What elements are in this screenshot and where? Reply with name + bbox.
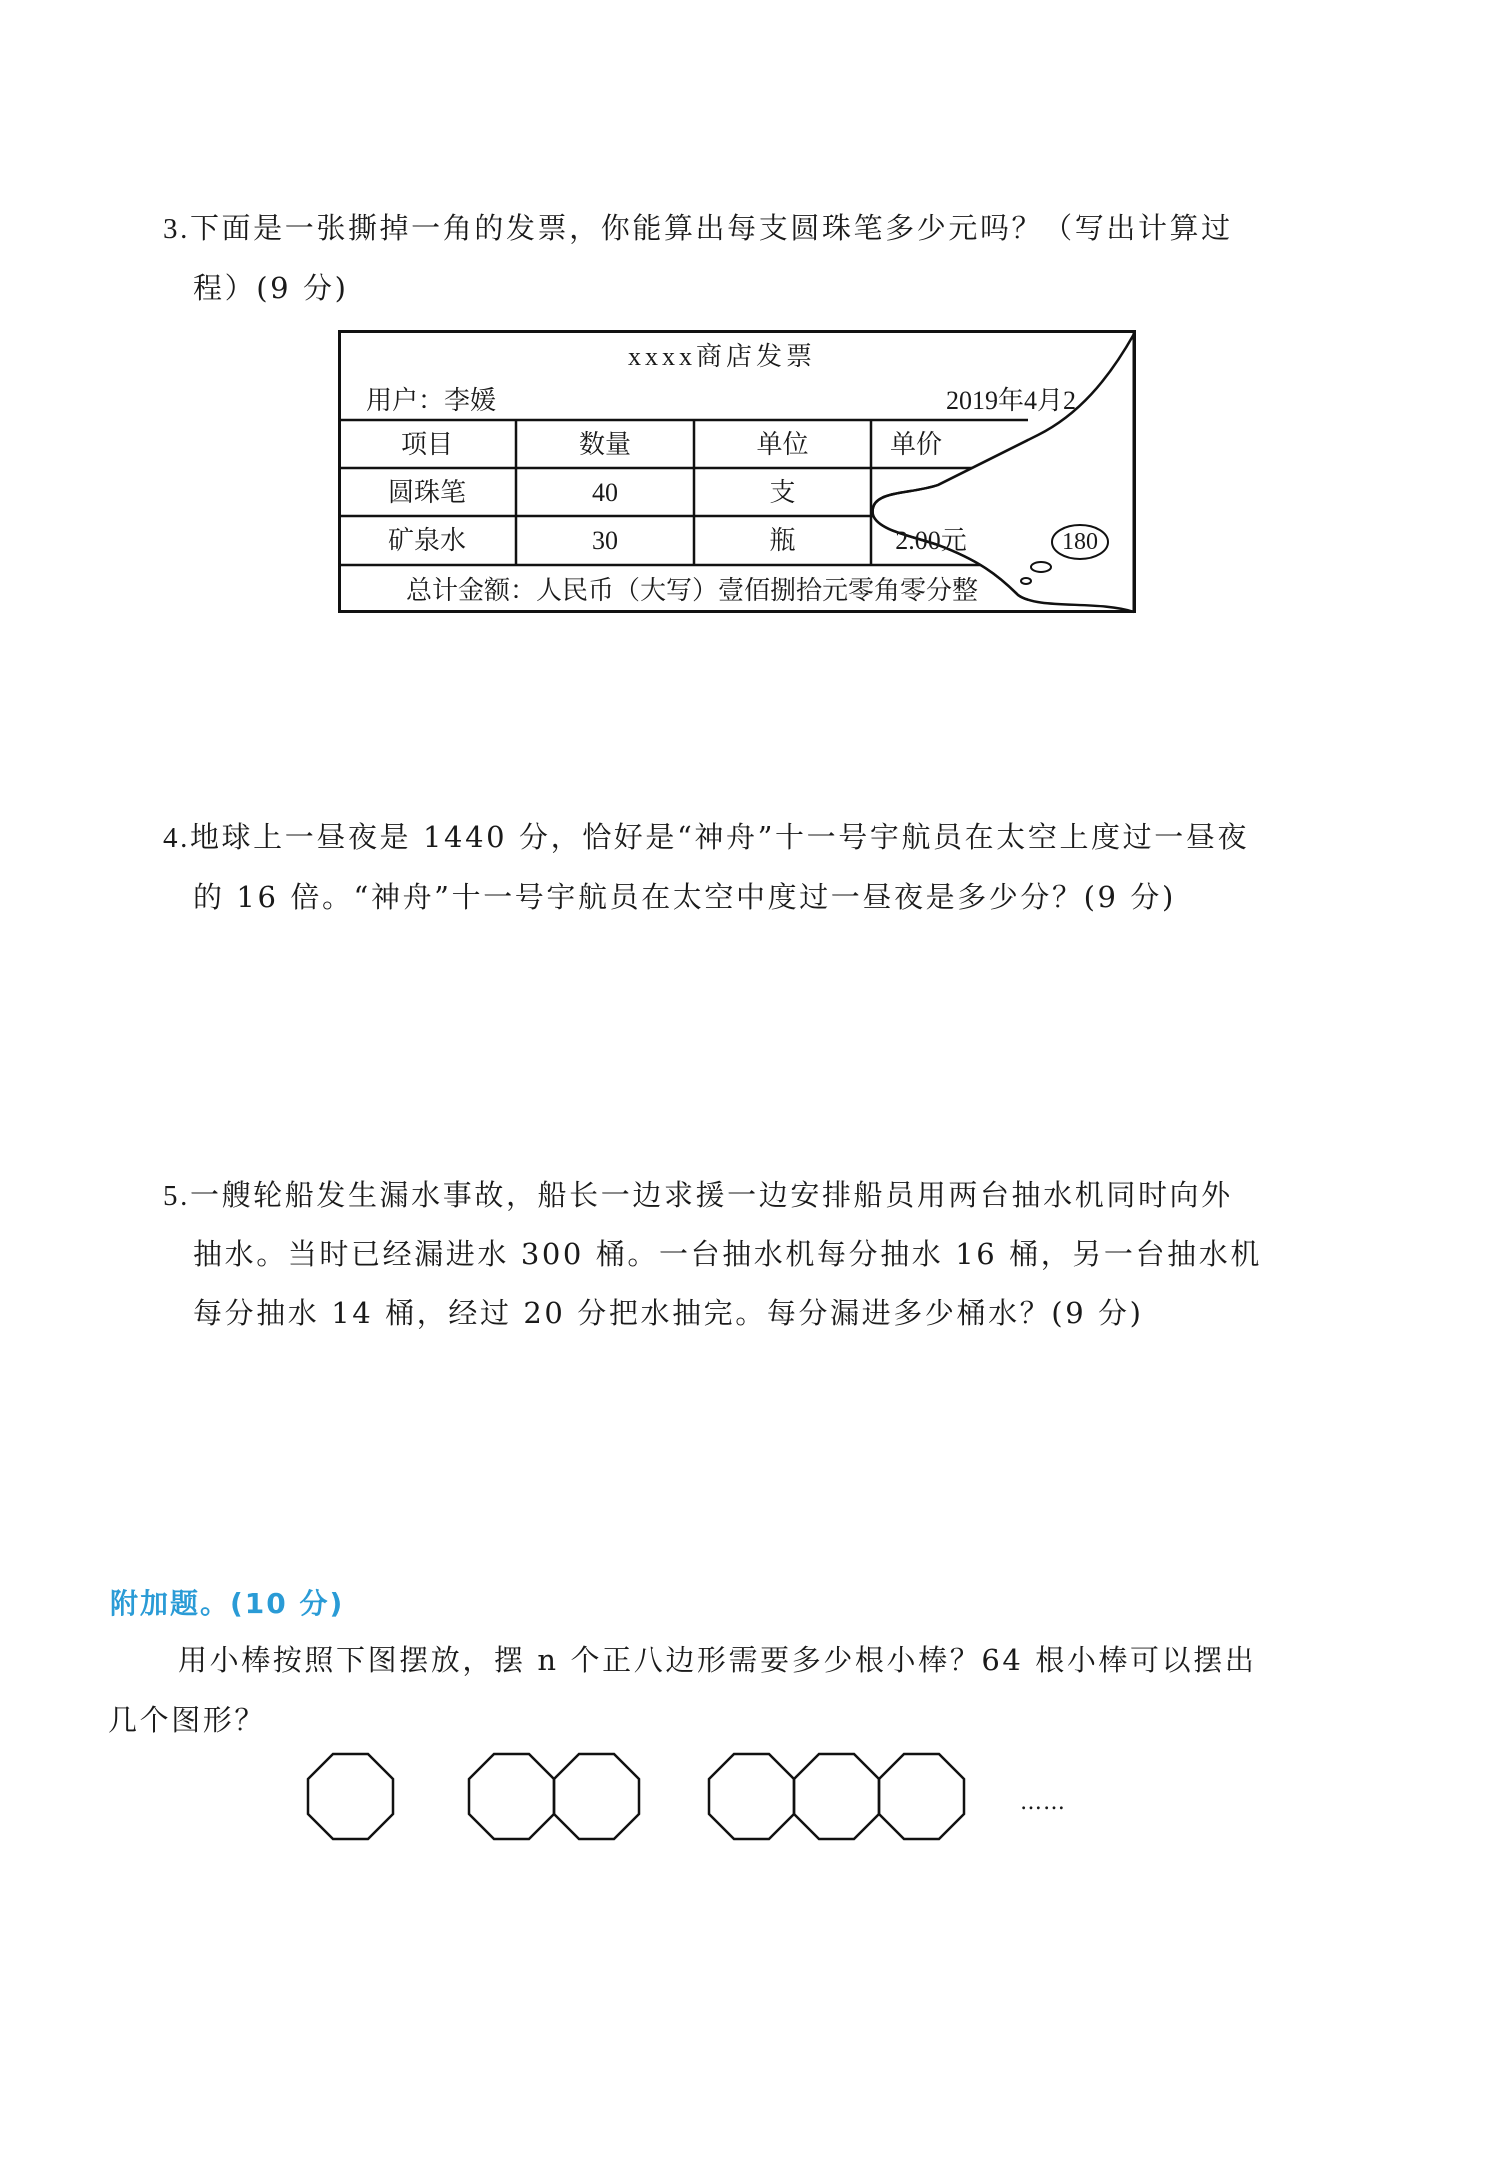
octagon-figure-1	[308, 1754, 393, 1839]
invoice-row-1-qty: 40	[592, 478, 618, 507]
bonus-line-1	[178, 1643, 1257, 1677]
octagon-figure-3c	[879, 1754, 964, 1839]
question-4-number: 4.	[163, 822, 190, 854]
octagon-figure-2a	[469, 1754, 554, 1839]
question-3-line-1	[163, 211, 1233, 245]
invoice-header-item: 项目	[400, 430, 453, 459]
invoice-title: xxxx商店发票	[628, 342, 817, 371]
bonus-question-title: 附加题。(10 分)	[110, 1587, 345, 1620]
question-5-line-1	[163, 1178, 1233, 1212]
invoice-customer: 用户：李媛	[366, 386, 497, 415]
invoice-row-2-item: 矿泉水	[387, 526, 466, 555]
question-5-text-2: 抽水。当时已经漏进水 300 桶。一台抽水机每分抽水 16 桶，另一台抽水机	[193, 1237, 1262, 1271]
invoice-row-2-unit: 瓶	[769, 526, 796, 555]
invoice-header-qty: 数量	[578, 430, 631, 459]
question-4-line-2	[193, 880, 1176, 914]
invoice-row-2-qty: 30	[592, 526, 618, 555]
question-4-text-2: 的 16 倍。“神舟”十一号宇航员在太空中度过一昼夜是多少分？(9 分)	[193, 880, 1176, 914]
ellipsis: ……	[1020, 1790, 1066, 1815]
invoice-row-1-item: 圆珠笔	[387, 478, 466, 507]
octagon-figure-2b	[554, 1754, 639, 1839]
question-5-line-2	[193, 1237, 1262, 1271]
torn-invoice	[338, 330, 1136, 613]
invoice-date: 2019年4月2	[946, 386, 1077, 415]
invoice-total: 总计金额：人民币（大写）壹佰捌拾元零角零分整	[406, 576, 979, 605]
bonus-text-2: 几个图形？	[108, 1703, 267, 1737]
invoice-row-2-price: 2.00元	[895, 526, 967, 555]
invoice-torn-amount: 180	[1062, 529, 1098, 555]
octagon-figures	[300, 1745, 1020, 1859]
bonus-line-2	[108, 1703, 267, 1737]
question-4-text-1: 地球上一昼夜是 1440 分，恰好是“神舟”十一号宇航员在太空上度过一昼夜	[189, 820, 1250, 854]
question-3-line-2	[193, 271, 349, 305]
question-3-text-2: 程）(9 分)	[193, 271, 349, 305]
question-3-number: 3.	[163, 213, 190, 245]
question-5-text-3: 每分抽水 14 桶，经过 20 分把水抽完。每分漏进多少桶水？(9 分)	[193, 1296, 1144, 1330]
question-3-text-1: 下面是一张撕掉一角的发票，你能算出每支圆珠笔多少元吗？（写出计算过	[189, 211, 1233, 245]
invoice-header-unit: 单位	[756, 430, 809, 459]
invoice-row-1-unit: 支	[769, 478, 796, 507]
octagon-sequence-diagram	[300, 1745, 1020, 1855]
question-4-line-1	[163, 820, 1250, 854]
invoice-header-price: 单价	[889, 430, 942, 459]
bonus-text-1: 用小棒按照下图摆放，摆 n 个正八边形需要多少根小棒？64 根小棒可以摆出	[178, 1643, 1257, 1677]
question-5-text-1: 一艘轮船发生漏水事故，船长一边求援一边安排船员用两台抽水机同时向外	[189, 1178, 1233, 1212]
invoice-frame	[338, 330, 1138, 615]
octagon-figure-3b	[794, 1754, 879, 1839]
question-5-number: 5.	[163, 1180, 190, 1212]
octagon-figure-3a	[709, 1754, 794, 1839]
question-5-line-3	[193, 1296, 1144, 1330]
